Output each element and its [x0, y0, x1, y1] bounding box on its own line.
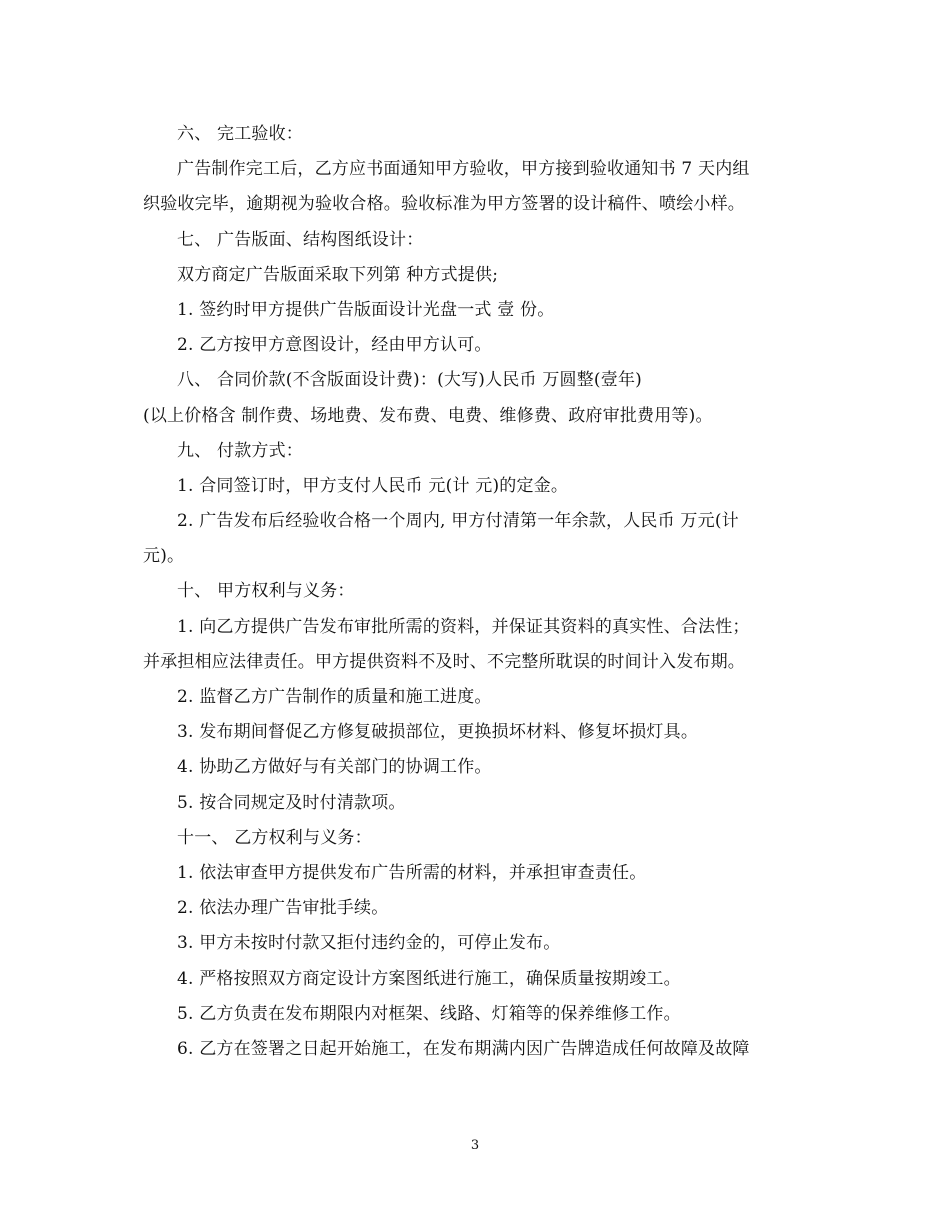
- text-line: 十、 甲方权利与义务：: [177, 581, 355, 602]
- text-line: 1. 合同签订时，甲方支付人民币 元(计 元)的定金。: [177, 475, 569, 496]
- text-line: 2. 广告发布后经验收合格一个周内, 甲方付清第一年余款，人民币 万元(计: [177, 511, 739, 532]
- text-line: 3. 甲方未按时付款又拒付违约金的，可停止发布。: [177, 933, 561, 954]
- text-line: 5. 按合同规定及时付清款项。: [177, 792, 406, 813]
- text-line: 广告制作完工后，乙方应书面通知甲方验收，甲方接到验收通知书 7 天内组: [177, 159, 750, 180]
- text-line: 2. 依法办理广告审批手续。: [177, 898, 389, 919]
- text-line: 1. 依法审查甲方提供发布广告所需的材料，并承担审查责任。: [177, 862, 647, 883]
- text-line: 元)。: [143, 546, 185, 567]
- text-line: 1. 签约时甲方提供广告版面设计光盘一式 壹 份。: [177, 299, 555, 320]
- text-line: 十一、 乙方权利与义务：: [177, 827, 372, 848]
- text-line: 七、 广告版面、结构图纸设计：: [177, 229, 424, 250]
- text-line: 6. 乙方在签署之日起开始施工，在发布期满内因广告牌造成任何故障及故障: [177, 1038, 750, 1059]
- page-number: 3: [470, 1138, 480, 1153]
- text-line: 织验收完毕，逾期视为验收合格。验收标准为甲方签署的设计稿件、喷绘小样。: [143, 194, 745, 215]
- text-line: 双方商定广告版面采取下列第 种方式提供;: [177, 264, 499, 285]
- text-line: 九、 付款方式：: [177, 440, 304, 461]
- text-line: 4. 协助乙方做好与有关部门的协调工作。: [177, 757, 492, 778]
- text-line: 1. 向乙方提供广告发布审批所需的资料，并保证其资料的真实性、合法性；: [177, 616, 750, 637]
- text-line: 2. 乙方按甲方意图设计，经由甲方认可。: [177, 335, 492, 356]
- document-body: [143, 117, 803, 1067]
- text-line: 4. 严格按照双方商定设计方案图纸进行施工，确保质量按期竣工。: [177, 968, 681, 989]
- text-line: (以上价格含 制作费、场地费、发布费、电费、维修费、政府审批费用等)。: [143, 405, 713, 426]
- text-line: 并承担相应法律责任。甲方提供资料不及时、不完整所耽误的时间计入发布期。: [143, 651, 745, 672]
- text-line: 六、 完工验收：: [177, 124, 304, 144]
- text-line: 2. 监督乙方广告制作的质量和施工进度。: [177, 687, 492, 707]
- text-line: 八、 合同价款(不含版面设计费)：(大写)人民币 万圆整(壹年): [177, 370, 643, 391]
- text-line: 5. 乙方负责在发布期限内对框架、线路、灯箱等的保养维修工作。: [177, 1003, 681, 1024]
- text-line: 3. 发布期间督促乙方修复破损部位，更换损坏材料、修复坏损灯具。: [177, 722, 699, 743]
